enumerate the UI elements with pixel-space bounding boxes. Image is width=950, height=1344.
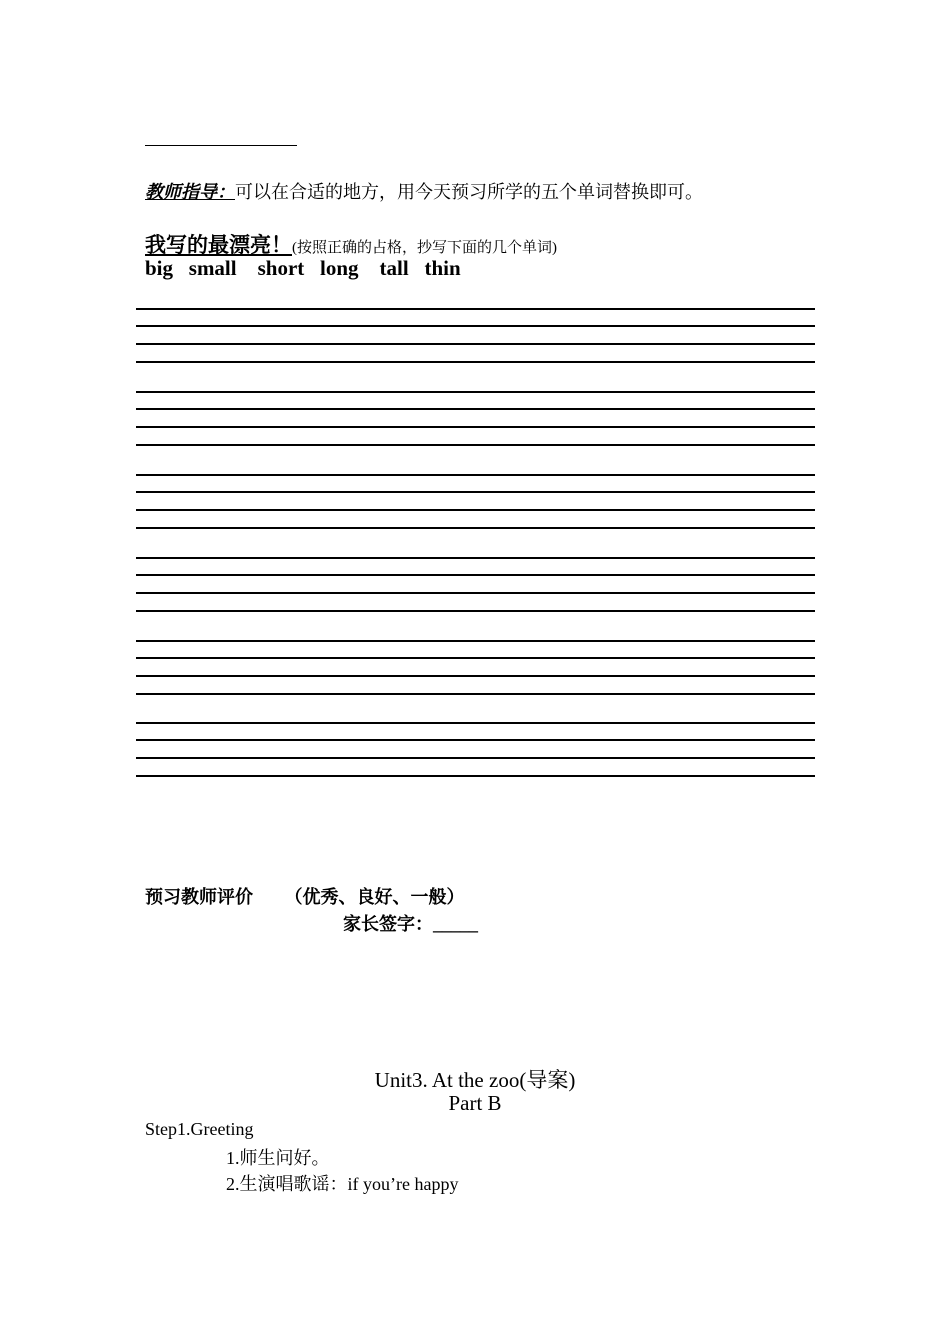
grid-line — [136, 391, 815, 393]
word-list — [145, 256, 461, 281]
grid-line — [136, 426, 815, 428]
evaluation-label: 预习教师评价 — [145, 887, 253, 907]
grid-line — [136, 408, 815, 410]
step-item: 1.师生问好。 — [226, 1148, 330, 1168]
grid-line — [136, 308, 815, 310]
grid-line — [136, 343, 815, 345]
grid-line — [136, 693, 815, 695]
grid-line — [136, 325, 815, 327]
grid-line — [136, 557, 815, 559]
teacher-guidance — [145, 178, 703, 204]
step-heading: Step1.Greeting — [145, 1119, 254, 1139]
grid-line — [136, 610, 815, 612]
grid-line — [136, 509, 815, 511]
grid-line — [136, 657, 815, 659]
grid-line — [136, 640, 815, 642]
step-item: 2.生演唱歌谣：if you’re happy — [226, 1174, 459, 1194]
writing-section-header — [145, 229, 557, 259]
grid-line — [136, 474, 815, 476]
evaluation-options: （优秀、良好、一般） — [284, 887, 465, 907]
word-item: short — [257, 256, 305, 280]
word-item: small — [188, 256, 237, 280]
grid-line — [136, 574, 815, 576]
teacher-evaluation — [145, 883, 465, 909]
grid-line — [136, 775, 815, 777]
grid-line — [136, 722, 815, 724]
word-item: long — [320, 256, 359, 280]
grid-line — [136, 757, 815, 759]
grid-line — [136, 491, 815, 493]
lesson-title: Unit3. At the zoo(导案) — [374, 1068, 576, 1092]
answer-blank-line — [145, 145, 297, 146]
parent-signature: 家长签字：_____ — [343, 914, 478, 934]
writing-instruction: (按照正确的占格，抄写下面的几个单词) — [292, 240, 557, 256]
grid-line — [136, 527, 815, 529]
writing-section-title: 我写的最漂亮！ — [145, 233, 292, 257]
grid-line — [136, 444, 815, 446]
lesson-part: Part B — [448, 1091, 502, 1115]
word-item: tall — [379, 256, 409, 280]
grid-line — [136, 592, 815, 594]
grid-line — [136, 739, 815, 741]
teacher-guidance-text: 可以在合适的地方，用今天预习所学的五个单词替换即可。 — [235, 182, 703, 202]
teacher-guidance-label: 教师指导： — [145, 182, 235, 202]
word-item: big — [145, 256, 174, 280]
grid-line — [136, 675, 815, 677]
grid-line — [136, 361, 815, 363]
word-item: thin — [424, 256, 461, 280]
